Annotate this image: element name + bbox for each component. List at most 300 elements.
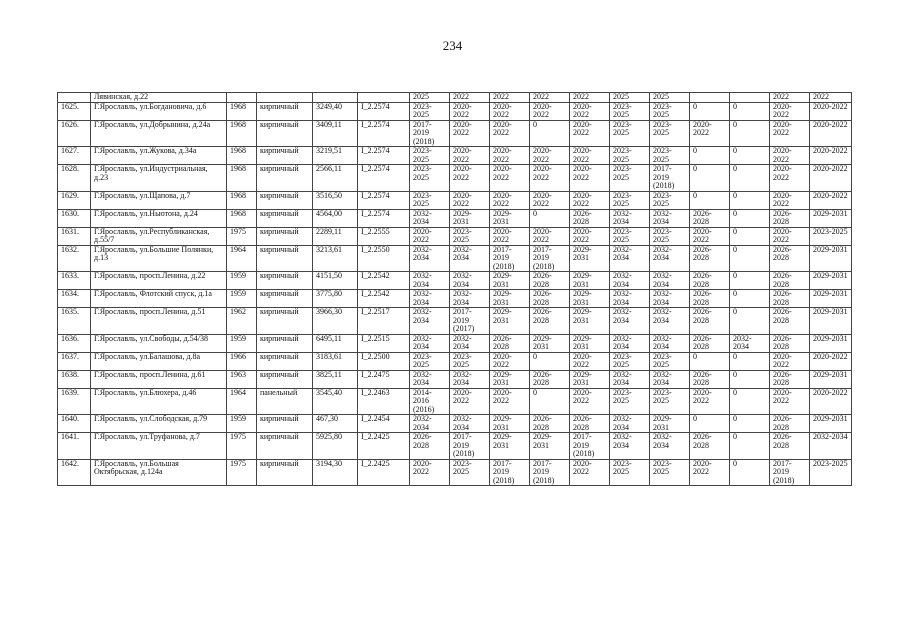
wall-material: кирпичный <box>257 459 313 486</box>
table-row <box>58 227 852 245</box>
term-cell: 2026-2028 <box>530 272 570 290</box>
term-cell: 2029-2031 <box>810 209 852 227</box>
wall-material: кирпичный <box>257 290 313 308</box>
build-year: 1968 <box>227 102 257 120</box>
term-cell: 0 <box>690 191 730 209</box>
row-number: 1636. <box>58 334 91 352</box>
term-cell: 2014-2016 (2016) <box>410 388 450 415</box>
term-cell: 2029-2031 <box>570 272 610 290</box>
term-cell: 2032-2034 <box>650 334 690 352</box>
table-row <box>58 191 852 209</box>
term-cell: 2029-2031 <box>490 209 530 227</box>
build-year: 1975 <box>227 459 257 486</box>
address: Г.Ярославль, ул.Большие Полянки, д.13 <box>91 245 227 272</box>
term-cell <box>730 93 770 103</box>
term-cell: 2032-2034 <box>450 272 490 290</box>
term-cell: 2029-2031 <box>650 415 690 433</box>
build-year <box>227 93 257 103</box>
wall-material: кирпичный <box>257 209 313 227</box>
row-number: 1641. <box>58 433 91 460</box>
term-cell: 2020-2022 <box>570 459 610 486</box>
term-cell: 2032-2034 <box>410 272 450 290</box>
term-cell: 2026-2028 <box>770 245 810 272</box>
term-cell: 2020-2022 <box>690 459 730 486</box>
term-cell: 0 <box>730 290 770 308</box>
row-number: 1634. <box>58 290 91 308</box>
table-row <box>58 93 852 103</box>
term-cell: 2020-2022 <box>570 388 610 415</box>
row-number: 1639. <box>58 388 91 415</box>
row-number: 1625. <box>58 102 91 120</box>
term-cell: 2020-2022 <box>410 227 450 245</box>
wall-material: кирпичный <box>257 191 313 209</box>
address: Г.Ярославль, ул.Индустриальная, д.23 <box>91 165 227 192</box>
term-cell: 2026-2028 <box>530 415 570 433</box>
term-cell: 2020-2022 <box>450 191 490 209</box>
row-number: 1630. <box>58 209 91 227</box>
total-area: 3545,40 <box>313 388 358 415</box>
term-cell: 2023-2025 <box>650 120 690 147</box>
build-year: 1968 <box>227 209 257 227</box>
term-cell: 2023-2025 <box>610 352 650 370</box>
term-cell: 0 <box>730 272 770 290</box>
term-cell: 0 <box>730 415 770 433</box>
row-number: 1637. <box>58 352 91 370</box>
term-cell: 2023-2025 <box>610 147 650 165</box>
term-cell: 2023-2025 <box>610 120 650 147</box>
term-cell <box>690 93 730 103</box>
term-cell: 2026-2028 <box>410 433 450 460</box>
term-cell: 2032-2034 <box>610 308 650 335</box>
term-cell: 0 <box>730 120 770 147</box>
term-cell: 2023-2025 <box>610 165 650 192</box>
term-cell: 2032-2034 <box>810 433 852 460</box>
wall-material: кирпичный <box>257 272 313 290</box>
term-cell: 2029-2031 <box>530 334 570 352</box>
term-cell: 2017-2019 (2018) <box>530 245 570 272</box>
term-cell: 2020-2022 <box>770 227 810 245</box>
wall-material: кирпичный <box>257 227 313 245</box>
term-cell: 2020-2022 <box>570 102 610 120</box>
term-cell: 2022 <box>770 93 810 103</box>
term-cell: 2020-2022 <box>810 388 852 415</box>
term-cell: 2023-2025 <box>650 102 690 120</box>
row-number: 1628. <box>58 165 91 192</box>
term-cell: 2032-2034 <box>410 308 450 335</box>
term-cell: 2029-2031 <box>570 245 610 272</box>
term-cell: 2020-2022 <box>690 120 730 147</box>
term-cell: 2020-2022 <box>810 191 852 209</box>
record-code: I_2.2425 <box>358 459 410 486</box>
term-cell: 2032-2034 <box>650 370 690 388</box>
row-number: 1642. <box>58 459 91 486</box>
term-cell: 2022 <box>490 93 530 103</box>
term-cell: 2029-2031 <box>570 370 610 388</box>
term-cell: 0 <box>530 388 570 415</box>
term-cell: 2023-2025 <box>410 147 450 165</box>
term-cell: 2029-2031 <box>490 290 530 308</box>
term-cell: 2023-2025 <box>810 227 852 245</box>
term-cell: 2020-2022 <box>410 459 450 486</box>
term-cell: 2020-2022 <box>570 165 610 192</box>
term-cell: 2032-2034 <box>450 245 490 272</box>
build-year: 1968 <box>227 191 257 209</box>
row-number: 1631. <box>58 227 91 245</box>
term-cell: 0 <box>530 209 570 227</box>
term-cell: 2026-2028 <box>770 272 810 290</box>
term-cell: 2029-2031 <box>810 334 852 352</box>
row-number: 1640. <box>58 415 91 433</box>
term-cell: 2032-2034 <box>650 272 690 290</box>
term-cell: 2020-2022 <box>810 102 852 120</box>
term-cell: 2032-2034 <box>450 370 490 388</box>
term-cell: 2026-2028 <box>770 290 810 308</box>
term-cell: 2026-2028 <box>690 290 730 308</box>
term-cell: 0 <box>730 308 770 335</box>
address: Г.Ярославль, ул.Блюхера, д.46 <box>91 388 227 415</box>
address: Г.Ярославль, просп.Ленина, д.22 <box>91 272 227 290</box>
term-cell: 2023-2025 <box>410 352 450 370</box>
term-cell: 2026-2028 <box>770 433 810 460</box>
total-area: 6495,11 <box>313 334 358 352</box>
build-year: 1975 <box>227 227 257 245</box>
term-cell: 2032-2034 <box>610 272 650 290</box>
term-cell: 2020-2022 <box>570 120 610 147</box>
table-row <box>58 165 852 192</box>
term-cell: 0 <box>730 227 770 245</box>
term-cell: 2020-2022 <box>570 352 610 370</box>
term-cell: 2029-2031 <box>490 415 530 433</box>
term-cell: 2025 <box>650 93 690 103</box>
term-cell: 2017-2019 (2018) <box>490 245 530 272</box>
term-cell: 2029-2031 <box>810 415 852 433</box>
wall-material: кирпичный <box>257 308 313 335</box>
term-cell: 2020-2022 <box>450 102 490 120</box>
term-cell: 2020-2022 <box>490 227 530 245</box>
term-cell: 0 <box>730 245 770 272</box>
term-cell: 2017-2019 (2018) <box>450 433 490 460</box>
build-year: 1959 <box>227 272 257 290</box>
table-row <box>58 102 852 120</box>
total-area: 4151,50 <box>313 272 358 290</box>
total-area: 3194,30 <box>313 459 358 486</box>
wall-material: кирпичный <box>257 433 313 460</box>
total-area: 3775,80 <box>313 290 358 308</box>
term-cell: 2020-2022 <box>530 227 570 245</box>
term-cell: 0 <box>730 388 770 415</box>
address: Г.Ярославль, просп.Ленина, д.51 <box>91 308 227 335</box>
term-cell: 2032-2034 <box>410 415 450 433</box>
term-cell: 2020-2022 <box>570 191 610 209</box>
wall-material: кирпичный <box>257 147 313 165</box>
term-cell: 2032-2034 <box>610 433 650 460</box>
term-cell: 2023-2025 <box>650 352 690 370</box>
table-row <box>58 290 852 308</box>
term-cell: 2023-2025 <box>610 227 650 245</box>
total-area: 5925,80 <box>313 433 358 460</box>
record-code: I_2.2454 <box>358 415 410 433</box>
term-cell: 2020-2022 <box>810 165 852 192</box>
term-cell: 2020-2022 <box>810 352 852 370</box>
wall-material <box>257 93 313 103</box>
address: Г.Ярославль, ул.Добрынина, д.24а <box>91 120 227 147</box>
term-cell: 0 <box>730 459 770 486</box>
term-cell: 2023-2025 <box>410 191 450 209</box>
term-cell: 2029-2031 <box>570 290 610 308</box>
wall-material: кирпичный <box>257 352 313 370</box>
term-cell: 2022 <box>810 93 852 103</box>
build-year: 1964 <box>227 245 257 272</box>
record-code: I_2.2515 <box>358 334 410 352</box>
term-cell: 2020-2022 <box>770 120 810 147</box>
term-cell: 2029-2031 <box>490 370 530 388</box>
build-year: 1962 <box>227 308 257 335</box>
term-cell: 2023-2025 <box>410 165 450 192</box>
total-area: 3219,51 <box>313 147 358 165</box>
build-year: 1968 <box>227 165 257 192</box>
build-year: 1975 <box>227 433 257 460</box>
term-cell: 0 <box>730 209 770 227</box>
term-cell: 2023-2025 <box>810 459 852 486</box>
term-cell: 2020-2022 <box>490 352 530 370</box>
total-area: 4564,00 <box>313 209 358 227</box>
term-cell: 2017-2019 (2018) <box>570 433 610 460</box>
term-cell: 2029-2031 <box>490 308 530 335</box>
term-cell: 2017-2019 (2017) <box>450 308 490 335</box>
term-cell: 2020-2022 <box>530 191 570 209</box>
term-cell: 2029-2031 <box>530 433 570 460</box>
term-cell: 2020-2022 <box>450 120 490 147</box>
term-cell: 2032-2034 <box>650 433 690 460</box>
term-cell: 2020-2022 <box>810 147 852 165</box>
total-area: 2566,11 <box>313 165 358 192</box>
term-cell: 0 <box>690 415 730 433</box>
term-cell: 2026-2028 <box>570 209 610 227</box>
term-cell: 0 <box>730 433 770 460</box>
build-year: 1968 <box>227 120 257 147</box>
wall-material: кирпичный <box>257 245 313 272</box>
address: Лявинская, д.22 <box>91 93 227 103</box>
term-cell: 2032-2034 <box>610 290 650 308</box>
record-code: I_2.2475 <box>358 370 410 388</box>
table-row <box>58 370 852 388</box>
row-number: 1629. <box>58 191 91 209</box>
build-year: 1963 <box>227 370 257 388</box>
row-number: 1632. <box>58 245 91 272</box>
record-code: I_2.2542 <box>358 290 410 308</box>
term-cell: 2020-2022 <box>770 165 810 192</box>
table-row <box>58 388 852 415</box>
total-area <box>313 93 358 103</box>
page-number: 234 <box>442 38 463 53</box>
term-cell: 2029-2031 <box>810 272 852 290</box>
term-cell: 2023-2025 <box>650 388 690 415</box>
term-cell: 2020-2022 <box>450 165 490 192</box>
term-cell: 2020-2022 <box>570 227 610 245</box>
total-area: 3249,40 <box>313 102 358 120</box>
term-cell: 2020-2022 <box>770 352 810 370</box>
term-cell: 2020-2022 <box>490 165 530 192</box>
table-row <box>58 433 852 460</box>
table-row <box>58 308 852 335</box>
row-number: 1635. <box>58 308 91 335</box>
table-row <box>58 459 852 486</box>
wall-material: кирпичный <box>257 370 313 388</box>
term-cell: 2029-2031 <box>810 290 852 308</box>
term-cell: 2029-2031 <box>570 334 610 352</box>
row-number <box>58 93 91 103</box>
term-cell: 2023-2025 <box>610 191 650 209</box>
term-cell: 2020-2022 <box>810 120 852 147</box>
record-code: I_2.2517 <box>358 308 410 335</box>
term-cell: 2022 <box>530 93 570 103</box>
build-year: 1959 <box>227 290 257 308</box>
term-cell: 2026-2028 <box>770 415 810 433</box>
term-cell: 2020-2022 <box>490 102 530 120</box>
record-code: I_2.2574 <box>358 147 410 165</box>
table-row <box>58 147 852 165</box>
term-cell: 0 <box>690 102 730 120</box>
build-year: 1959 <box>227 415 257 433</box>
record-code: I_2.2425 <box>358 433 410 460</box>
term-cell: 2022 <box>450 93 490 103</box>
table-row <box>58 272 852 290</box>
build-year: 1966 <box>227 352 257 370</box>
term-cell: 2026-2028 <box>770 308 810 335</box>
term-cell: 2020-2022 <box>530 102 570 120</box>
term-cell: 0 <box>530 120 570 147</box>
wall-material: кирпичный <box>257 334 313 352</box>
table-row <box>58 415 852 433</box>
term-cell: 0 <box>730 147 770 165</box>
total-area: 3825,11 <box>313 370 358 388</box>
term-cell: 2025 <box>410 93 450 103</box>
term-cell: 2023-2025 <box>610 388 650 415</box>
term-cell: 0 <box>730 352 770 370</box>
term-cell: 2032-2034 <box>450 415 490 433</box>
build-year: 1964 <box>227 388 257 415</box>
term-cell: 2026-2028 <box>770 370 810 388</box>
address: Г.Ярославль, ул.Республиканская, д.55/7 <box>91 227 227 245</box>
term-cell: 2032-2034 <box>650 290 690 308</box>
term-cell: 2020-2022 <box>490 147 530 165</box>
register-table <box>57 92 852 486</box>
term-cell: 2032-2034 <box>610 415 650 433</box>
term-cell: 0 <box>690 165 730 192</box>
term-cell: 2029-2031 <box>810 370 852 388</box>
wall-material: кирпичный <box>257 102 313 120</box>
record-code: I_2.2574 <box>358 120 410 147</box>
total-area: 3516,50 <box>313 191 358 209</box>
wall-material: кирпичный <box>257 415 313 433</box>
build-year: 1959 <box>227 334 257 352</box>
address: Г.Ярославль, ул.Большая Октябрьская, д.124а <box>91 459 227 486</box>
record-code: I_2.2574 <box>358 209 410 227</box>
term-cell: 2026-2028 <box>490 334 530 352</box>
address: Г.Ярославль, просп.Ленина, д.61 <box>91 370 227 388</box>
term-cell: 2032-2034 <box>410 370 450 388</box>
term-cell: 2020-2022 <box>450 147 490 165</box>
term-cell: 2032-2034 <box>650 245 690 272</box>
total-area: 467,30 <box>313 415 358 433</box>
term-cell: 2032-2034 <box>410 245 450 272</box>
term-cell: 2017-2019 (2018) <box>770 459 810 486</box>
table-row <box>58 209 852 227</box>
register-body <box>58 93 852 486</box>
term-cell: 2025 <box>610 93 650 103</box>
table-row <box>58 334 852 352</box>
term-cell: 2020-2022 <box>490 191 530 209</box>
address: Г.Ярославль, ул.Труфанова, д.7 <box>91 433 227 460</box>
address: Г.Ярославль, ул.Свободы, д.54/38 <box>91 334 227 352</box>
table-row <box>58 352 852 370</box>
term-cell: 2026-2028 <box>690 334 730 352</box>
term-cell: 2026-2028 <box>690 209 730 227</box>
term-cell: 2029-2031 <box>450 209 490 227</box>
term-cell: 2023-2025 <box>450 227 490 245</box>
build-year: 1968 <box>227 147 257 165</box>
term-cell: 2032-2034 <box>610 209 650 227</box>
term-cell: 2023-2025 <box>650 459 690 486</box>
term-cell: 2017-2019 (2018) <box>530 459 570 486</box>
term-cell: 2026-2028 <box>530 370 570 388</box>
record-code: I_2.2500 <box>358 352 410 370</box>
term-cell: 2032-2034 <box>410 290 450 308</box>
term-cell: 0 <box>730 370 770 388</box>
total-area: 2289,11 <box>313 227 358 245</box>
term-cell: 2020-2022 <box>770 191 810 209</box>
table-row <box>58 245 852 272</box>
term-cell: 0 <box>730 102 770 120</box>
total-area: 3183,61 <box>313 352 358 370</box>
total-area: 3213,61 <box>313 245 358 272</box>
table-row <box>58 120 852 147</box>
term-cell: 2026-2028 <box>530 308 570 335</box>
address: Г.Ярославль, ул.Щапова, д.7 <box>91 191 227 209</box>
record-code: I_2.2574 <box>358 165 410 192</box>
term-cell: 0 <box>690 147 730 165</box>
address: Г.Ярославль, ул.Жукова, д.34а <box>91 147 227 165</box>
total-area: 3966,30 <box>313 308 358 335</box>
term-cell: 2023-2025 <box>650 191 690 209</box>
total-area: 3409,11 <box>313 120 358 147</box>
term-cell: 2017-2019 (2018) <box>650 165 690 192</box>
term-cell: 2026-2028 <box>570 415 610 433</box>
term-cell: 0 <box>730 165 770 192</box>
term-cell: 2032-2034 <box>410 334 450 352</box>
term-cell: 2032-2034 <box>730 334 770 352</box>
row-number: 1626. <box>58 120 91 147</box>
term-cell: 2029-2031 <box>810 308 852 335</box>
term-cell: 2032-2034 <box>450 290 490 308</box>
term-cell: 2026-2028 <box>770 334 810 352</box>
record-code: I_2.2463 <box>358 388 410 415</box>
term-cell: 2020-2022 <box>490 388 530 415</box>
term-cell: 2017-2019 (2018) <box>410 120 450 147</box>
term-cell: 0 <box>730 191 770 209</box>
term-cell: 2026-2028 <box>690 308 730 335</box>
term-cell: 2029-2031 <box>810 245 852 272</box>
term-cell: 2032-2034 <box>610 334 650 352</box>
address: Г.Ярославль, ул.Балашова, д.8а <box>91 352 227 370</box>
term-cell: 2029-2031 <box>570 308 610 335</box>
term-cell: 2023-2025 <box>610 102 650 120</box>
wall-material: кирпичный <box>257 120 313 147</box>
term-cell: 2026-2028 <box>530 290 570 308</box>
term-cell: 2020-2022 <box>770 102 810 120</box>
address: Г.Ярославль, ул.Слободская, д.79 <box>91 415 227 433</box>
term-cell: 2026-2028 <box>770 209 810 227</box>
